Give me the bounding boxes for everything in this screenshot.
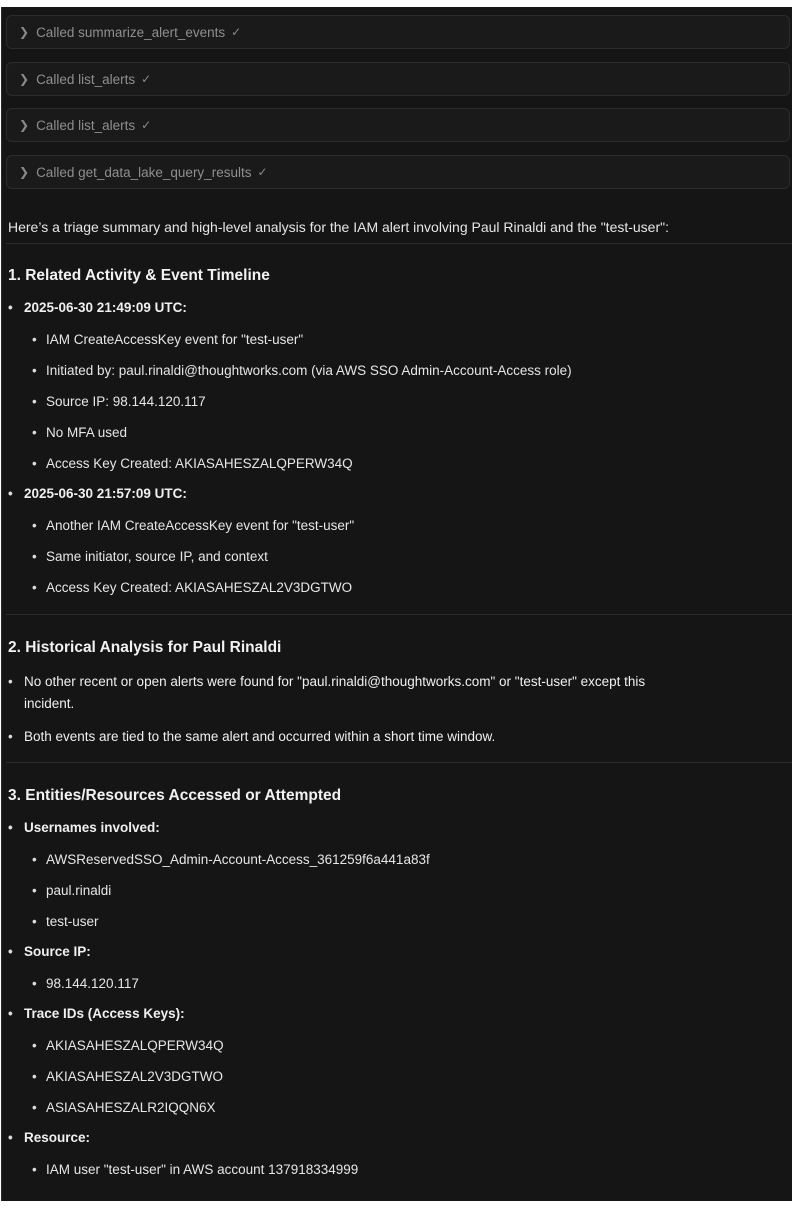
list-item: • ASIASAHESZALR2IQQN6X	[32, 1100, 216, 1115]
list-item: • 2025-06-30 21:57:09 UTC:	[8, 486, 187, 501]
divider	[6, 243, 792, 244]
chevron-right-icon: ❯	[19, 25, 30, 39]
tool-call-label: Called summarize_alert_events	[36, 24, 226, 40]
list-item: • Resource:	[8, 1130, 91, 1145]
list-item: • Access Key Created: AKIASAHESZALQPERW34Q	[32, 456, 353, 471]
event-time: 2025-06-30 21:57:09 UTC:	[24, 486, 187, 501]
list-item: • Source IP:	[8, 944, 91, 959]
list-item-continuation: incident.	[24, 696, 75, 711]
event-time: 2025-06-30 21:49:09 UTC:	[24, 300, 187, 315]
divider	[6, 762, 792, 763]
list-item: • AWSReservedSSO_Admin-Account-Access_361259f6a441a83f	[32, 852, 430, 867]
tool-call-get-data-lake-query-results[interactable]	[6, 155, 790, 189]
list-item: • Trace IDs (Access Keys):	[8, 1006, 185, 1021]
tool-call-summarize-alert-events[interactable]	[6, 15, 790, 49]
chevron-right-icon: ❯	[19, 118, 30, 132]
list-item: • 2025-06-30 21:49:09 UTC:	[8, 300, 187, 315]
divider	[6, 614, 792, 615]
tool-call-label: Called get_data_lake_query_results	[36, 164, 252, 180]
list-item: • AKIASAHESZALQPERW34Q	[32, 1038, 224, 1053]
tool-call-list-alerts[interactable]	[6, 108, 790, 142]
list-item: • Source IP: 98.144.120.117	[32, 394, 206, 409]
list-item: • Both events are tied to the same alert and occurred within a short time window.	[8, 729, 496, 744]
check-icon: ✓	[231, 25, 242, 39]
check-icon: ✓	[257, 165, 268, 179]
list-item: • No MFA used	[32, 425, 128, 440]
tool-call-label: Called list_alerts	[36, 117, 136, 133]
tool-call-label: Called list_alerts	[36, 71, 136, 87]
check-icon: ✓	[141, 118, 152, 132]
list-item: • test-user	[32, 914, 99, 929]
chevron-right-icon: ❯	[19, 165, 30, 179]
list-item: • Another IAM CreateAccessKey event for "test-user"	[32, 518, 355, 533]
section-heading-historical-analysis: 2. Historical Analysis for Paul Rinaldi	[8, 639, 282, 656]
list-item: • Usernames involved:	[8, 820, 160, 835]
list-item: • paul.rinaldi	[32, 883, 112, 898]
list-item: • Access Key Created: AKIASAHESZAL2V3DGTWO	[32, 580, 353, 595]
list-item: • IAM CreateAccessKey event for "test-user"	[32, 332, 304, 347]
list-item: • 98.144.120.117	[32, 976, 139, 991]
list-item: • Same initiator, source IP, and context	[32, 549, 268, 564]
chevron-right-icon: ❯	[19, 72, 30, 86]
chat-response-panel	[1, 7, 792, 1201]
section-heading-related-activity: 1. Related Activity & Event Timeline	[8, 267, 270, 284]
check-icon: ✓	[141, 72, 152, 86]
list-item: • No other recent or open alerts were found for "paul.rinaldi@thoughtworks.com" or "test-user" except this	[8, 674, 646, 689]
tool-call-list-alerts[interactable]	[6, 62, 790, 96]
list-item: • IAM user "test-user" in AWS account 137918334999	[32, 1162, 359, 1177]
section-heading-entities: 3. Entities/Resources Accessed or Attempted	[8, 787, 342, 804]
list-item: • Initiated by: paul.rinaldi@thoughtworks.com (via AWS SSO Admin-Account-Access role)	[32, 363, 572, 378]
intro-text: Here’s a triage summary and high-level analysis for the IAM alert involving Paul Rinaldi and the "test-user":	[8, 219, 669, 235]
list-item: • AKIASAHESZAL2V3DGTWO	[32, 1069, 224, 1084]
